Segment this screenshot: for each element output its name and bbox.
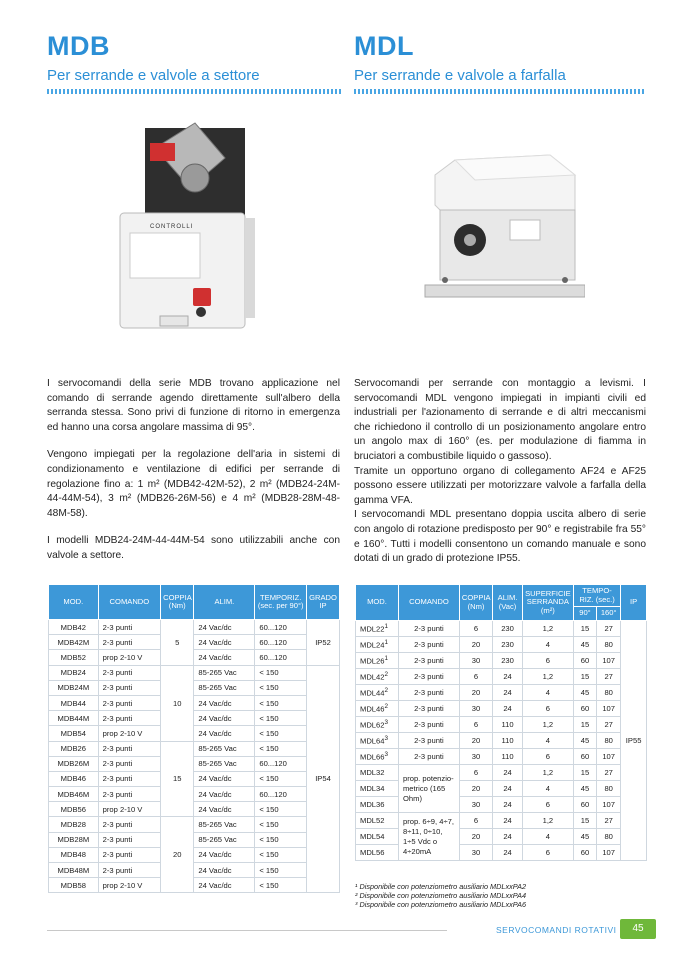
table-row: MDB28M 2-3 punti 85-265 Vac < 150 xyxy=(49,832,340,847)
mdb-table-body xyxy=(49,620,340,893)
left-title: MDB xyxy=(47,31,110,61)
table-row: $MDL42^2$ 2-3 punti 6 24 1,2 15 27 xyxy=(356,669,647,685)
table-row: MDB58 prop 2-10 V 24 Vac/dc < 150 xyxy=(49,878,340,893)
table-row: MDB26M 2-3 punti 85-265 Vac 60...120 xyxy=(49,756,340,771)
mdl-cmd-potentiometric: prop. potenzio-metrico (165 Ohm) xyxy=(398,765,459,813)
footer-rule xyxy=(47,930,447,931)
mdl-col-160: 160° xyxy=(597,607,621,621)
mdl-col-temporiz: TEMPO-RIZ. (sec.) xyxy=(573,585,620,607)
mdl-col-90: 90° xyxy=(573,607,596,621)
mdb-col-ip: GRADO IP xyxy=(307,585,340,620)
table-row: MDB24 2-3 punti 10 85-265 Vac < 150 IP54 xyxy=(49,665,340,680)
table-row: MDB52 prop 2-10 V 24 Vac/dc 60...120 xyxy=(49,650,340,665)
right-paragraph-1: Servocomandi per serrande con montaggio a levismi. I servocomandi MDL vengono impiegati in impianti civili ed industriali per l'azionamento di serrande e di altri meccanismi che richiedono il controllo di un posizionamento angolare entro un angolo max di 160° (es. per modulazione di fiamma in bruciatori a combustibile liquido o gassoso). xyxy=(354,378,646,462)
table-row: MDL34 20 24 4 45 80 xyxy=(356,781,647,797)
table-row: MDB44M 2-3 punti 24 Vac/dc < 150 xyxy=(49,711,340,726)
mdl-col-superficie: SUPERFICIE SERRANDA (m²) xyxy=(522,585,573,621)
left-subtitle: Per serrande e valvole a settore xyxy=(47,67,260,84)
table-row: MDL56 30 24 6 60 107 xyxy=(356,845,647,861)
footnote-2: ² Disponibile con potenziometro ausiliario MDLxxPA4 xyxy=(355,891,527,900)
table-row: MDB28 2-3 punti 20 85-265 Vac < 150 xyxy=(49,817,340,832)
table-row: MDB44 2-3 punti 24 Vac/dc < 150 xyxy=(49,695,340,710)
page-number: 45 xyxy=(620,919,656,939)
table-row: MDB46 2-3 punti 24 Vac/dc < 150 xyxy=(49,771,340,786)
table-row: MDL52 prop. 6÷9, 4÷7, 8÷11, 0÷10, 1÷5 Vdc o 4÷20mA 6 24 1,2 15 27 xyxy=(356,813,647,829)
mdb-table xyxy=(48,584,340,893)
left-paragraph-2: Vengono impiegati per la regolazione dell'aria in sistemi di condizionamento e ventilazione di edifici per serrande di regolazione fino a: 1 m² (MDB42-42M-52), 2 m² (MDB24-24M-44-44M-54), 3 m² (MDB26-26M-56) e 4 m² (MDB28-28M-48-48M-58). xyxy=(47,449,340,519)
table-row: MDB54 prop 2-10 V 24 Vac/dc < 150 xyxy=(49,726,340,741)
mdl-col-alim: ALIM. (Vac) xyxy=(493,585,523,621)
table-row: MDL54 20 24 4 45 80 xyxy=(356,829,647,845)
mdb-col-alim: ALIM. xyxy=(194,585,255,620)
footnote-3: ³ Disponibile con potenziometro ausiliario MDLxxPA6 xyxy=(355,900,527,909)
mdl-table-wrap xyxy=(355,584,647,861)
right-paragraph-2: Tramite un opportuno organo di collegamento AF24 e AF25 possono essere utilizzati per motorizzare valvole a farfalla della gamma VFA. xyxy=(354,465,646,506)
left-paragraph-1: I servocomandi della serie MDB trovano applicazione nel comando di serrande agendo direttamente sull'albero della serranda stessa. Sono privi di funzione di ritorno in emergenza ed hanno una corsa angolare massima di 95°. xyxy=(47,378,340,433)
device-brand-label: CONTROLLI xyxy=(150,224,194,230)
left-dotted-rule xyxy=(47,89,341,94)
mdl-col-coppia: COPPIA (Nm) xyxy=(459,585,492,621)
right-text xyxy=(354,377,646,567)
table-row: MDB26 2-3 punti 15 85-265 Vac < 150 xyxy=(49,741,340,756)
right-header xyxy=(354,33,646,94)
table-row: $MDL22^1$ 2-3 punti 6 230 1,2 15 27 IP55 xyxy=(356,621,647,637)
footnotes xyxy=(355,882,647,909)
table-row: $MDL64^3$ 2-3 punti 20 110 4 45 80 xyxy=(356,733,647,749)
mdb-col-comando: COMANDO xyxy=(98,585,160,620)
footer-section-title: SERVOCOMANDI ROTATIVI xyxy=(496,925,617,935)
right-subtitle: Per serrande e valvole a farfalla xyxy=(354,67,566,84)
mdb-col-temporiz: TEMPORIZ. (sec. per 90°) xyxy=(255,585,307,620)
table-row: MDB48 2-3 punti 24 Vac/dc < 150 xyxy=(49,847,340,862)
left-paragraph-3: I modelli MDB24-24M-44-44M-54 sono utilizzabili anche con valvole a settore. xyxy=(47,535,340,561)
table-row: MDB24M 2-3 punti 85-265 Vac < 150 xyxy=(49,680,340,695)
table-row: MDB56 prop 2-10 V 24 Vac/dc < 150 xyxy=(49,802,340,817)
mdl-product-photo xyxy=(415,140,585,320)
table-row: $MDL66^3$ 2-3 punti 30 110 6 60 107 xyxy=(356,749,647,765)
table-row: MDB46M 2-3 punti 24 Vac/dc 60...120 xyxy=(49,787,340,802)
mdl-col-ip: IP xyxy=(621,585,647,621)
table-row: MDL32 prop. potenzio-metrico (165 Ohm) 6 24 1,2 15 27 xyxy=(356,765,647,781)
table-row: $MDL24^1$ 2-3 punti 20 230 4 45 80 xyxy=(356,637,647,653)
table-row: $MDL44^2$ 2-3 punti 20 24 4 45 80 xyxy=(356,685,647,701)
mdl-cmd-proportional: prop. 6÷9, 4÷7, 8÷11, 0÷10, 1÷5 Vdc o 4÷20mA xyxy=(398,813,459,861)
table-row: MDB42M 2-3 punti 24 Vac/dc 60...120 xyxy=(49,635,340,650)
mdl-table-body xyxy=(356,621,647,861)
table-row: MDB42 2-3 punti 5 24 Vac/dc 60...120 IP52 xyxy=(49,620,340,635)
right-title: MDL xyxy=(354,31,414,61)
mdl-col-mod: MOD. xyxy=(356,585,399,621)
table-row: $MDL26^1$ 2-3 punti 30 230 6 60 107 xyxy=(356,653,647,669)
left-text xyxy=(47,377,340,577)
table-row: $MDL46^2$ 2-3 punti 30 24 6 60 107 xyxy=(356,701,647,717)
mdb-col-mod: MOD. xyxy=(49,585,99,620)
right-dotted-rule xyxy=(354,89,646,94)
mdb-product-photo xyxy=(105,118,285,348)
left-header xyxy=(47,33,341,94)
table-row: MDB48M 2-3 punti 24 Vac/dc < 150 xyxy=(49,863,340,878)
mdl-table xyxy=(355,584,647,861)
mdb-table-wrap xyxy=(48,584,340,893)
mdl-col-comando: COMANDO xyxy=(398,585,459,621)
footnote-1: ¹ Disponibile con potenziometro ausiliario MDLxxPA2 xyxy=(355,882,527,891)
table-row: $MDL62^3$ 2-3 punti 6 110 1,2 15 27 xyxy=(356,717,647,733)
mdb-col-coppia: COPPIA (Nm) xyxy=(161,585,194,620)
right-paragraph-3: I servocomandi MDL presentano doppia uscita albero di serie con angolo di rotazione predisposto per 90° e registrabile fra 55° e 160°. Tutti i modelli consentono un comando manuale e sono dotati di un grado di protezione IP55. xyxy=(354,509,646,565)
table-row: MDL36 30 24 6 60 107 xyxy=(356,797,647,813)
